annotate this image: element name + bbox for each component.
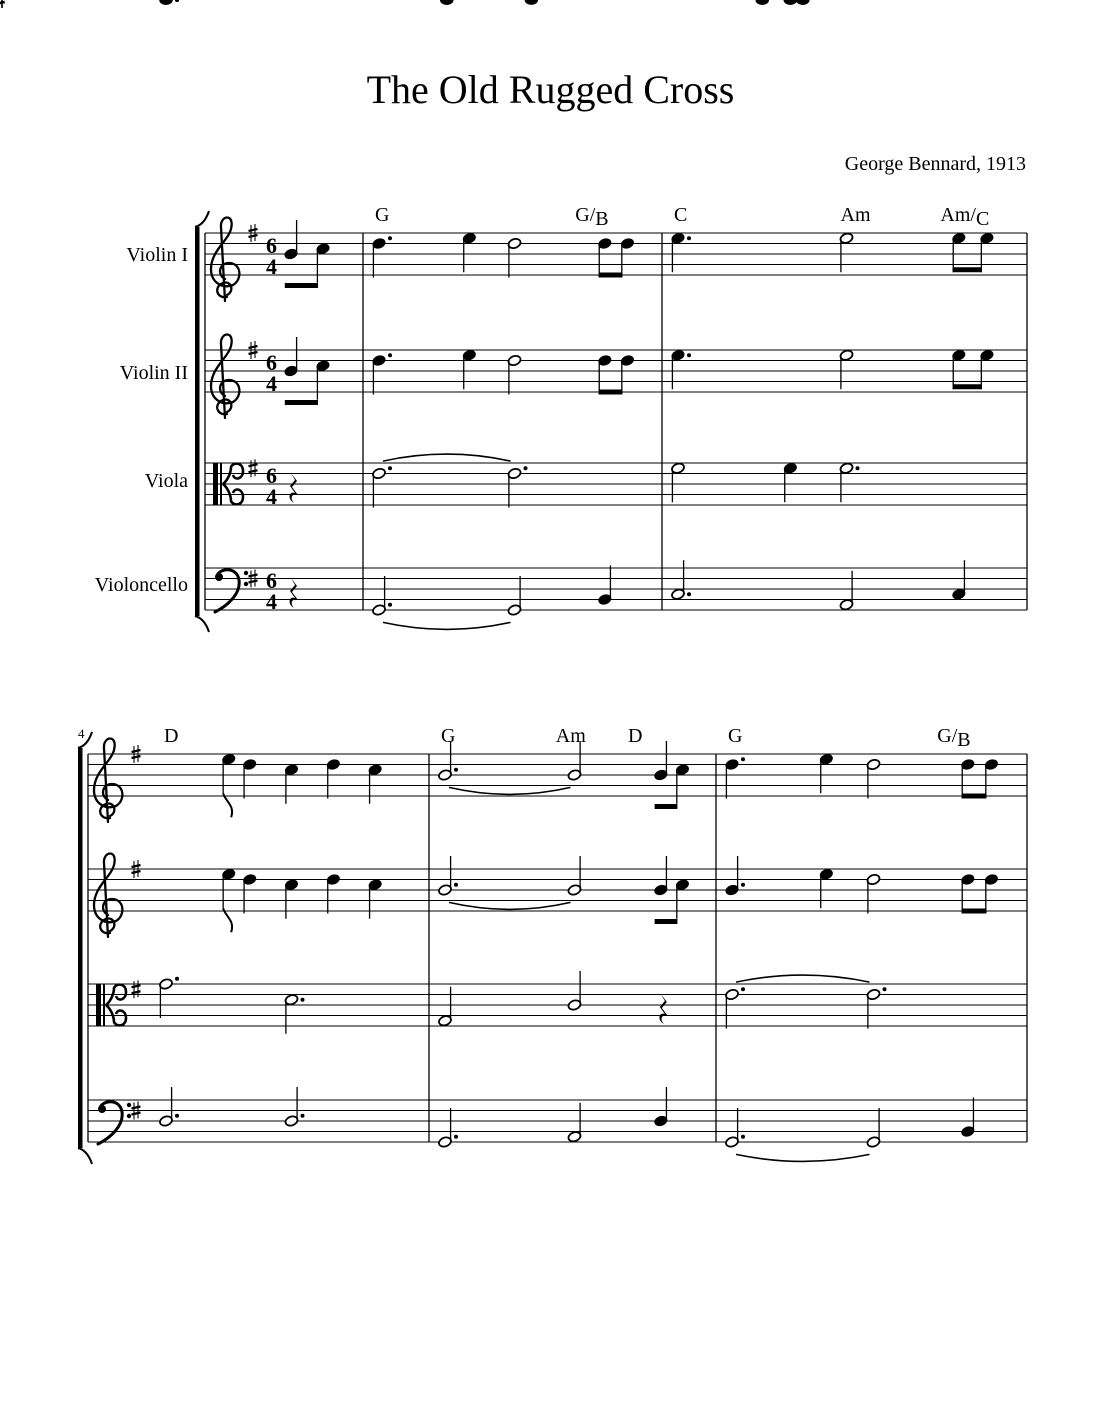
treble-clef-stroke	[211, 218, 239, 302]
note-flag	[223, 793, 232, 817]
filled-notehead	[160, 0, 172, 4]
key-signature-sharp-icon	[132, 980, 141, 998]
quarter-rest-icon	[290, 578, 298, 608]
quarter-rest-icon	[659, 994, 667, 1024]
filled-notehead	[784, 0, 796, 4]
augmentation-dot	[741, 1135, 745, 1139]
rest-glyph	[290, 473, 298, 503]
chord-root: G/	[575, 204, 596, 226]
sharp-stroke	[249, 352, 258, 354]
chord-symbol	[628, 725, 642, 747]
sharp-stroke	[249, 346, 258, 348]
chord-root: D	[628, 725, 643, 747]
sharp-stroke	[249, 229, 258, 231]
note-beam	[655, 919, 678, 924]
augmentation-dot	[388, 236, 392, 240]
augmentation-dot	[301, 1114, 305, 1118]
tie-curve	[736, 975, 870, 982]
time-signature-top: 6	[266, 463, 277, 488]
augmentation-dot	[388, 466, 392, 470]
filled-notehead	[441, 0, 453, 4]
augmentation-dot	[741, 987, 745, 991]
chord-root: D	[164, 725, 179, 747]
bass-clef-dot	[127, 1114, 131, 1118]
note-beam	[599, 390, 623, 395]
chord-symbol	[937, 725, 970, 751]
augmentation-dot	[856, 466, 860, 470]
filled-notehead	[756, 0, 768, 4]
alto-clef-bar	[103, 984, 105, 1026]
bracket-hook	[195, 616, 209, 632]
chord-root: G	[728, 725, 743, 747]
bass-clef-dot	[244, 582, 248, 586]
augmentation-dot	[687, 353, 691, 357]
chord-root: C	[674, 204, 688, 226]
time-signature-bottom: 4	[266, 254, 277, 279]
sharp-stroke	[132, 985, 141, 987]
sharp-stroke	[132, 1113, 141, 1115]
time-signature-bottom: 4	[266, 589, 277, 614]
instrument-name: Viola	[144, 470, 188, 492]
sharp-stroke	[132, 871, 141, 873]
alto-clef-bar	[96, 984, 101, 1026]
sharp-stroke	[132, 991, 141, 993]
bracket-hook	[195, 211, 209, 227]
augmentation-dot	[883, 987, 887, 991]
augmentation-dot	[687, 236, 691, 240]
time-signature-top: 6	[266, 350, 277, 375]
tie-curve	[383, 454, 511, 461]
accidental-sharp-icon	[0, 0, 5, 9]
augmentation-dot	[175, 977, 179, 981]
augmentation-dot	[454, 883, 458, 887]
treble-clef-stroke	[211, 335, 239, 419]
chord-symbol	[164, 725, 178, 747]
bass-clef-icon	[215, 570, 248, 612]
augmentation-dot	[454, 768, 458, 772]
system-bracket	[195, 227, 200, 616]
time-signature-top: 6	[266, 233, 277, 258]
sharp-stroke	[249, 581, 258, 583]
chord-root: G/	[937, 725, 958, 747]
note-beam	[962, 794, 987, 799]
augmentation-dot	[175, 1114, 179, 1118]
augmentation-dot	[524, 466, 528, 470]
note-beam	[285, 400, 318, 405]
quarter-rest-icon	[290, 473, 298, 503]
instrument-name: Violin I	[126, 244, 188, 266]
augmentation-dot	[454, 1135, 458, 1139]
augmentation-dot	[687, 592, 691, 596]
alto-clef-bar	[213, 463, 218, 505]
measure-number: 4	[78, 726, 85, 741]
note-beam	[953, 384, 982, 389]
treble-clef-icon	[94, 739, 122, 823]
treble-clef-icon	[211, 335, 239, 419]
chord-root: Am	[555, 725, 586, 747]
note-beam	[962, 909, 987, 914]
treble-clef-stroke	[94, 739, 122, 823]
sharp-stroke	[132, 865, 141, 867]
score-title: The Old Rugged Cross	[366, 67, 735, 112]
augmentation-dot	[388, 353, 392, 357]
chord-bass: B	[957, 729, 971, 751]
tie-curve	[383, 622, 511, 629]
note-beam	[285, 283, 318, 288]
chord-symbol	[674, 204, 687, 226]
chord-root: G	[375, 204, 390, 226]
chord-symbol	[841, 204, 871, 226]
augmentation-dot	[388, 603, 392, 607]
sharp-stroke	[249, 235, 258, 237]
sharp-stroke	[132, 750, 141, 752]
bracket-hook	[78, 1148, 92, 1164]
sharp-stroke	[132, 1107, 141, 1109]
augmentation-dot	[741, 883, 745, 887]
chord-bass: B	[595, 208, 609, 230]
instrument-name: Violin II	[119, 362, 188, 384]
chord-symbol	[375, 204, 389, 226]
tie-curve	[736, 1154, 870, 1161]
filled-notehead	[525, 0, 537, 4]
composer-credit: George Bennard, 1913	[844, 153, 1026, 175]
instrument-name: Violoncello	[94, 574, 188, 596]
note-beam	[599, 273, 623, 278]
system-bracket	[78, 748, 83, 1148]
chord-root: Am/	[940, 204, 976, 226]
augmentation-dot	[301, 998, 305, 1002]
chord-symbol	[940, 204, 989, 230]
chord-symbol	[575, 204, 608, 230]
treble-clef-icon	[94, 854, 122, 938]
note-flag	[223, 908, 232, 932]
sharp-stroke	[249, 470, 258, 472]
treble-clef-icon	[211, 218, 239, 302]
chord-root: G	[441, 725, 456, 747]
augmentation-dot	[175, 0, 179, 2]
rest-glyph	[290, 578, 298, 608]
tie-curve	[449, 902, 571, 909]
bass-clef-dot	[127, 1103, 131, 1107]
time-signature-top: 6	[266, 568, 277, 593]
sharp-stroke	[249, 464, 258, 466]
rest-glyph	[659, 994, 667, 1024]
time-signature-bottom: 4	[266, 371, 277, 396]
augmentation-dot	[741, 757, 745, 761]
chord-symbol	[441, 725, 455, 747]
sharp-stroke	[249, 575, 258, 577]
bass-clef-dot	[98, 1105, 106, 1113]
bass-clef-icon	[98, 1102, 131, 1144]
alto-clef-bar	[220, 463, 222, 505]
bass-clef-dot	[244, 571, 248, 575]
treble-clef-stroke	[94, 854, 122, 938]
note-beam	[953, 267, 982, 272]
key-signature-sharp-icon	[249, 459, 258, 477]
chord-root: Am	[840, 204, 871, 226]
sharp-stroke	[132, 756, 141, 758]
chord-symbol	[556, 725, 586, 747]
note-beam	[655, 804, 678, 809]
tie-curve	[449, 787, 571, 794]
filled-notehead	[797, 0, 809, 4]
time-signature-bottom: 4	[266, 484, 277, 509]
chord-bass: C	[975, 208, 990, 230]
chord-symbol	[728, 725, 742, 747]
bass-clef-dot	[215, 573, 223, 581]
